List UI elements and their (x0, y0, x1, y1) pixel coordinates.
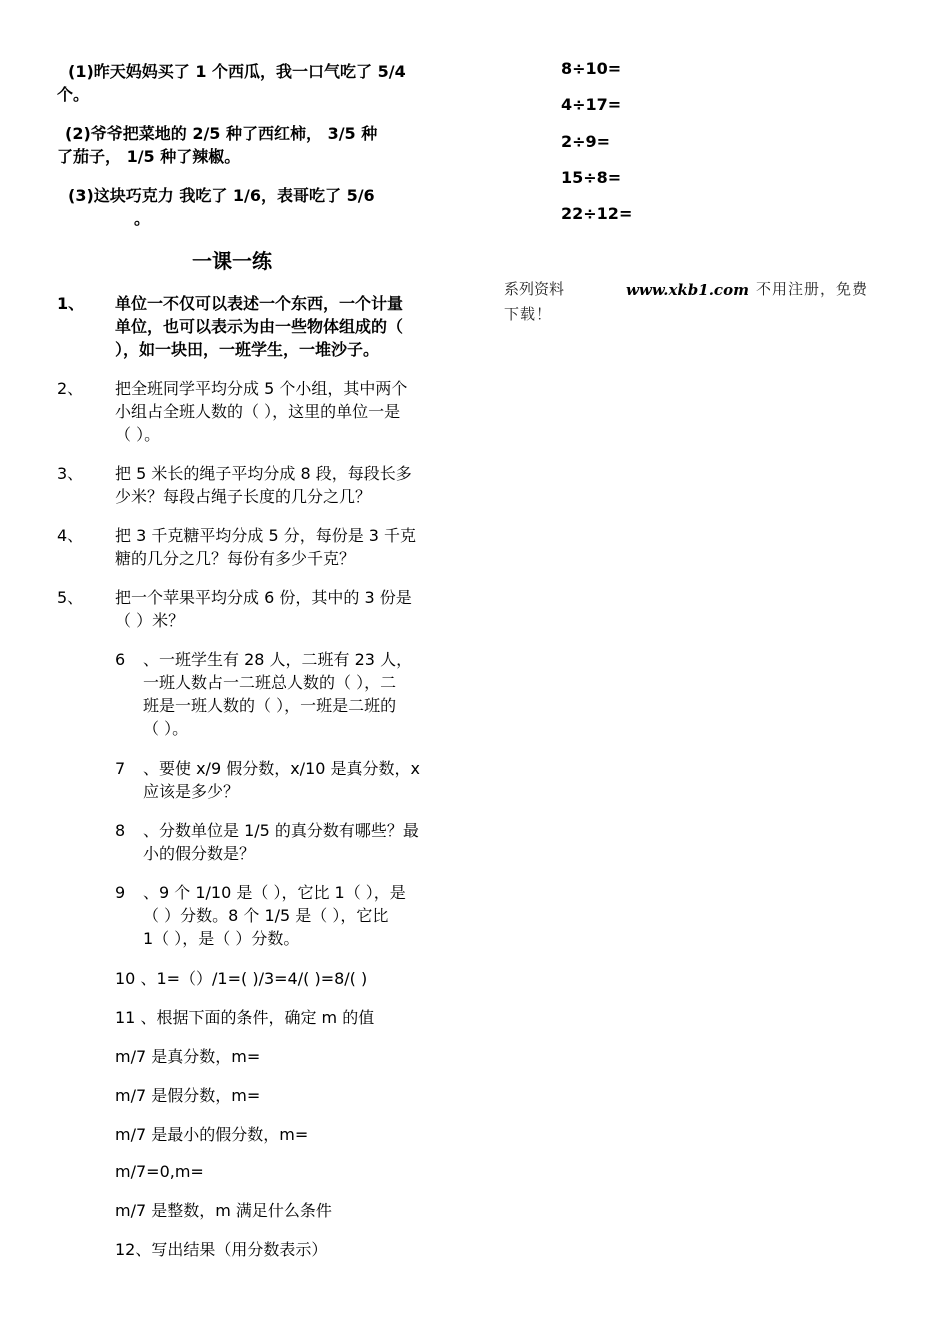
item-2-line: （ ）。 (115, 425, 161, 444)
intro-q3-line2: 。 (134, 209, 151, 228)
intro-q2-line1: (2)爷爷把菜地的 2/5 种了西红柿， 3/5 种 (65, 124, 378, 143)
condition-smallest-improper: m/7 是最小的假分数，m= (115, 1125, 309, 1144)
item-3-number: 3、 (57, 464, 84, 483)
item-7-text (143, 757, 448, 803)
condition-zero: m/7=0,m= (115, 1162, 204, 1181)
item-5-number: 5、 (57, 588, 84, 607)
item-3-line: 把 5 米长的绳子平均分成 8 段，每段长多 (115, 464, 412, 483)
calc-1: 8÷10= (561, 59, 622, 78)
item-1-line: 单位，也可以表示为由一些物体组成的（ (115, 317, 404, 336)
item-1-line: 单位一不仅可以表述一个东西，一个计量 (115, 294, 404, 313)
item-3-line: 少米？每段占绳子长度的几分之几？ (115, 487, 372, 506)
condition-improper-fraction: m/7 是假分数，m= (115, 1086, 261, 1105)
item-8-line: 小的假分数是？ (143, 844, 256, 863)
calc-2: 4÷17= (561, 95, 622, 114)
footer-line2: 下载！ (504, 305, 553, 323)
item-6-line: 、一班学生有 28 人，二班有 23 人， (143, 650, 413, 669)
item-2-text (115, 377, 450, 446)
item-8-number: 8 (115, 821, 126, 840)
item-7-number: 7 (115, 759, 126, 778)
intro-q1-line1: (1)昨天妈妈买了 1 个西瓜，我一口气吃了 5/4 (68, 62, 406, 81)
intro-q3-line1: (3)这块巧克力 我吃了 1/6，表哥吃了 5/6 (68, 186, 375, 205)
item-6-line: 班是一班人数的（ ），一班是二班的 (143, 696, 397, 715)
item-4-line: 把 3 千克糖平均分成 5 分，每份是 3 千克 (115, 526, 417, 545)
item-6-line: （ ）。 (143, 719, 189, 738)
item-7-line: 、要使 x/9 假分数，x/10 是真分数，x (143, 759, 420, 778)
item-2-line: 把全班同学平均分成 5 个小组，其中两个 (115, 379, 408, 398)
item-5-text (115, 586, 450, 632)
item-4-number: 4、 (57, 526, 84, 545)
item-2-number: 2、 (57, 379, 84, 398)
item-10-text: 10 、1=（）/1=( )/3=4/( )=8/( ) (115, 969, 368, 988)
item-7-line: 应该是多少？ (143, 782, 240, 801)
item-1-text (115, 292, 450, 361)
calc-4: 15÷8= (561, 168, 622, 187)
item-2-line: 小组占全班人数的（ ），这里的单位一是 (115, 402, 401, 421)
item-9-line: 、9 个 1/10 是（ ），它比 1（ ），是 (143, 883, 406, 902)
item-1-number: 1、 (57, 294, 85, 313)
calc-3: 2÷9= (561, 132, 611, 151)
section-title: 一课一练 (192, 249, 272, 273)
calc-5: 22÷12= (561, 204, 633, 223)
item-3-text (115, 462, 450, 508)
footer-suffix: 不用注册，免费 (756, 280, 869, 298)
item-9-number: 9 (115, 883, 126, 902)
item-4-line: 糖的几分之几？每份有多少千克？ (115, 549, 356, 568)
item-8-text (143, 819, 448, 865)
item-5-line: （ ）米？ (115, 611, 185, 630)
intro-q1-line2: 个。 (57, 85, 90, 104)
item-9-text (143, 881, 448, 950)
item-12-text: 12、写出结果（用分数表示） (115, 1240, 328, 1259)
item-9-line: （ ）分数。8 个 1/5 是（ ），它比 (143, 906, 389, 925)
item-8-line: 、分数单位是 1/5 的真分数有哪些？最 (143, 821, 419, 840)
condition-integer: m/7 是整数，m 满足什么条件 (115, 1201, 332, 1220)
item-4-text (115, 524, 450, 570)
item-6-text (143, 648, 448, 740)
footer-site-link[interactable]: www.xkb1.com (626, 281, 749, 299)
item-6-line: 一班人数占一二班总人数的（ ），二 (143, 673, 397, 692)
item-11-text: 11 、根据下面的条件，确定 m 的值 (115, 1008, 375, 1027)
item-5-line: 把一个苹果平均分成 6 份，其中的 3 份是 (115, 588, 412, 607)
item-9-line: 1（ ），是（ ）分数。 (143, 929, 300, 948)
condition-proper-fraction: m/7 是真分数，m= (115, 1047, 261, 1066)
intro-q2-line2: 了茄子， 1/5 种了辣椒。 (57, 147, 241, 166)
item-1-line: ），如一块田，一班学生，一堆沙子。 (115, 340, 380, 359)
footer-prefix: 系列资料 (504, 280, 565, 298)
item-6-number: 6 (115, 650, 126, 669)
